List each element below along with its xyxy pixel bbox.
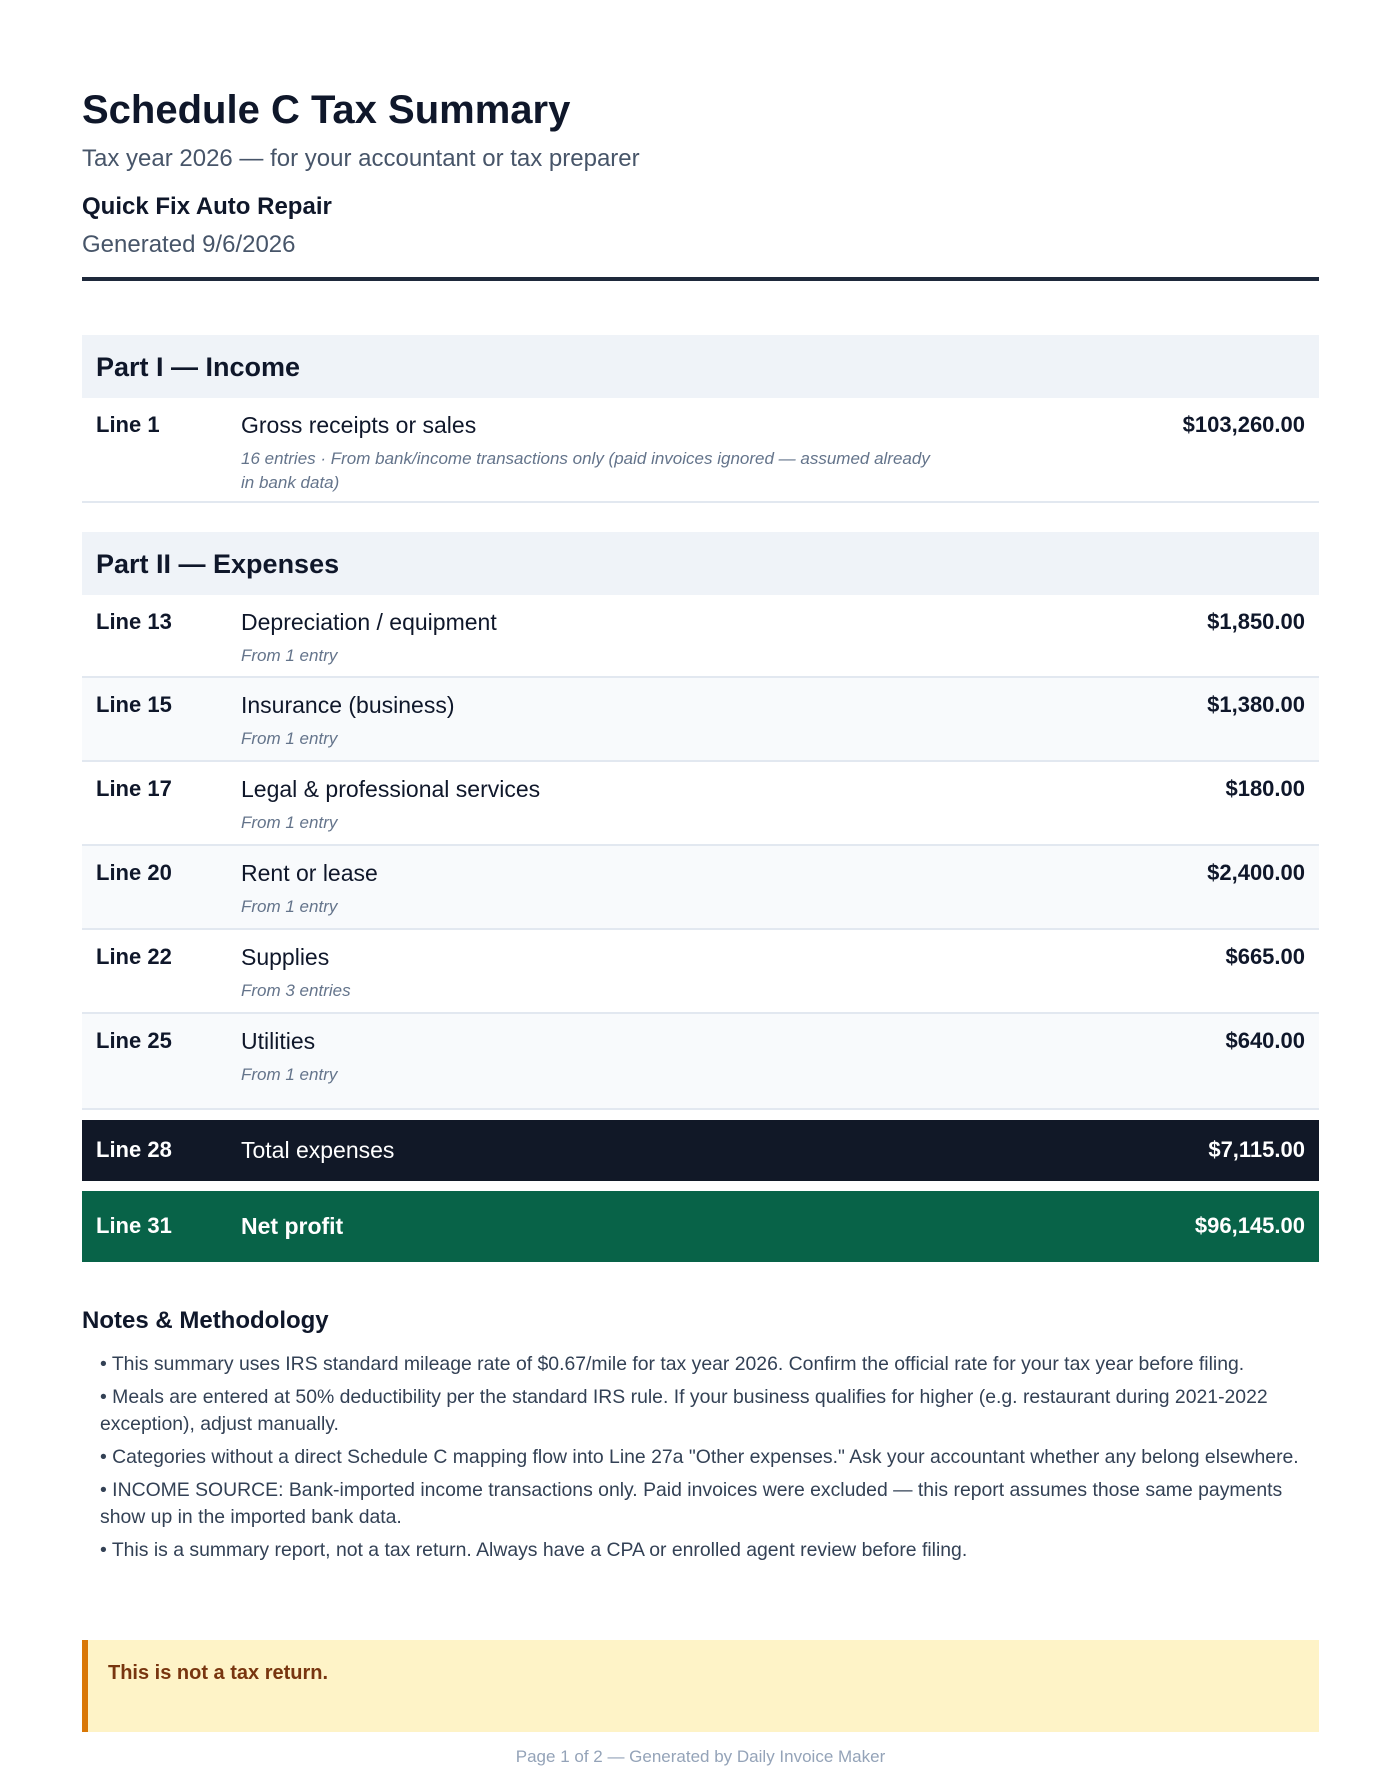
line-note: From 1 entry [241, 813, 338, 832]
line-amount: $103,260.00 [1182, 412, 1305, 437]
expense-row-line-13 [82, 595, 1319, 678]
line-number: Line 31 [96, 1213, 172, 1238]
expense-row-line-22 [82, 930, 1319, 1014]
note-item: • INCOME SOURCE: Bank-imported income transactions only. Paid invoices were excluded — this report assumes those same payments show up in the imported bank data. [100, 1479, 1283, 1528]
line-description: Supplies [241, 944, 330, 970]
line-description: Net profit [241, 1213, 344, 1239]
net-profit-amount: $96,145.00 [1194, 1213, 1305, 1238]
page-footer: Page 1 of 2 — Generated by Daily Invoice Maker [515, 1747, 886, 1766]
line-description: Rent or lease [241, 860, 378, 886]
line-description: Insurance (business) [241, 692, 455, 718]
expense-row-line-25 [82, 1014, 1319, 1110]
line-number: Line 20 [96, 860, 172, 885]
line-description: Utilities [241, 1028, 316, 1054]
line-note: From 1 entry [241, 1065, 338, 1084]
total-expenses-amount: $7,115.00 [1208, 1137, 1305, 1162]
notes-list [100, 1351, 1325, 1570]
line-note: From 3 entries [241, 981, 351, 1000]
expenses-section-heading [82, 532, 1319, 595]
net-profit-row [82, 1191, 1319, 1262]
income-row-line-1 [82, 398, 1319, 503]
line-number: Line 22 [96, 944, 172, 969]
header-divider [82, 277, 1319, 281]
business-name: Quick Fix Auto Repair [82, 193, 332, 220]
expense-row-line-20 [82, 846, 1319, 930]
note-item: • Categories without a direct Schedule C mapping flow into Line 27a "Other expenses." Ask your accountant whether any belong elsewhere. [100, 1446, 1299, 1468]
line-description: Gross receipts or sales [241, 412, 477, 438]
total-expenses-row [82, 1120, 1319, 1181]
line-number: Line 17 [96, 776, 172, 801]
line-number: Line 28 [96, 1137, 172, 1162]
line-note: From 1 entry [241, 897, 338, 916]
page-title: Schedule C Tax Summary [82, 88, 571, 132]
line-amount: $2,400.00 [1207, 860, 1305, 885]
line-number: Line 15 [96, 692, 172, 717]
line-amount: $180.00 [1225, 776, 1305, 801]
line-number: Line 25 [96, 1028, 172, 1053]
expense-row-line-17 [82, 762, 1319, 846]
line-amount: $640.00 [1225, 1028, 1305, 1053]
note-item: • This is a summary report, not a tax return. Always have a CPA or enrolled agent review before filing. [100, 1539, 968, 1561]
line-amount: $665.00 [1225, 944, 1305, 969]
income-heading-text: Part I — Income [96, 352, 301, 382]
notes-heading: Notes & Methodology [82, 1307, 329, 1334]
income-section-heading [82, 335, 1319, 398]
disclaimer-callout [82, 1640, 1319, 1732]
line-description: Depreciation / equipment [241, 609, 497, 635]
line-amount: $1,380.00 [1207, 692, 1305, 717]
line-amount: $1,850.00 [1207, 609, 1305, 634]
line-note: From 1 entry [241, 646, 338, 665]
note-item: • This summary uses IRS standard mileage rate of $0.67/mile for tax year 2026. Confirm the official rate for your tax year before filing. [100, 1353, 1245, 1375]
generated-date: Generated 9/6/2026 [82, 231, 296, 258]
line-note: 16 entries · From bank/income transactions only (paid invoices ignored — assumed already in bank data) [241, 449, 930, 492]
expense-row-line-15 [82, 678, 1319, 762]
line-number: Line 1 [96, 412, 160, 437]
line-description: Legal & professional services [241, 776, 541, 802]
expenses-heading-text: Part II — Expenses [96, 549, 340, 579]
line-note: From 1 entry [241, 729, 338, 748]
note-item: • Meals are entered at 50% deductibility per the standard IRS rule. If your business qualifies for higher (e.g. restaurant during 2021-2022 exception), adjust manually. [100, 1386, 1268, 1435]
line-number: Line 13 [96, 609, 172, 634]
page-subtitle: Tax year 2026 — for your accountant or tax preparer [82, 145, 640, 172]
line-description: Total expenses [241, 1137, 395, 1163]
disclaimer-text: This is not a tax return. [108, 1662, 329, 1684]
